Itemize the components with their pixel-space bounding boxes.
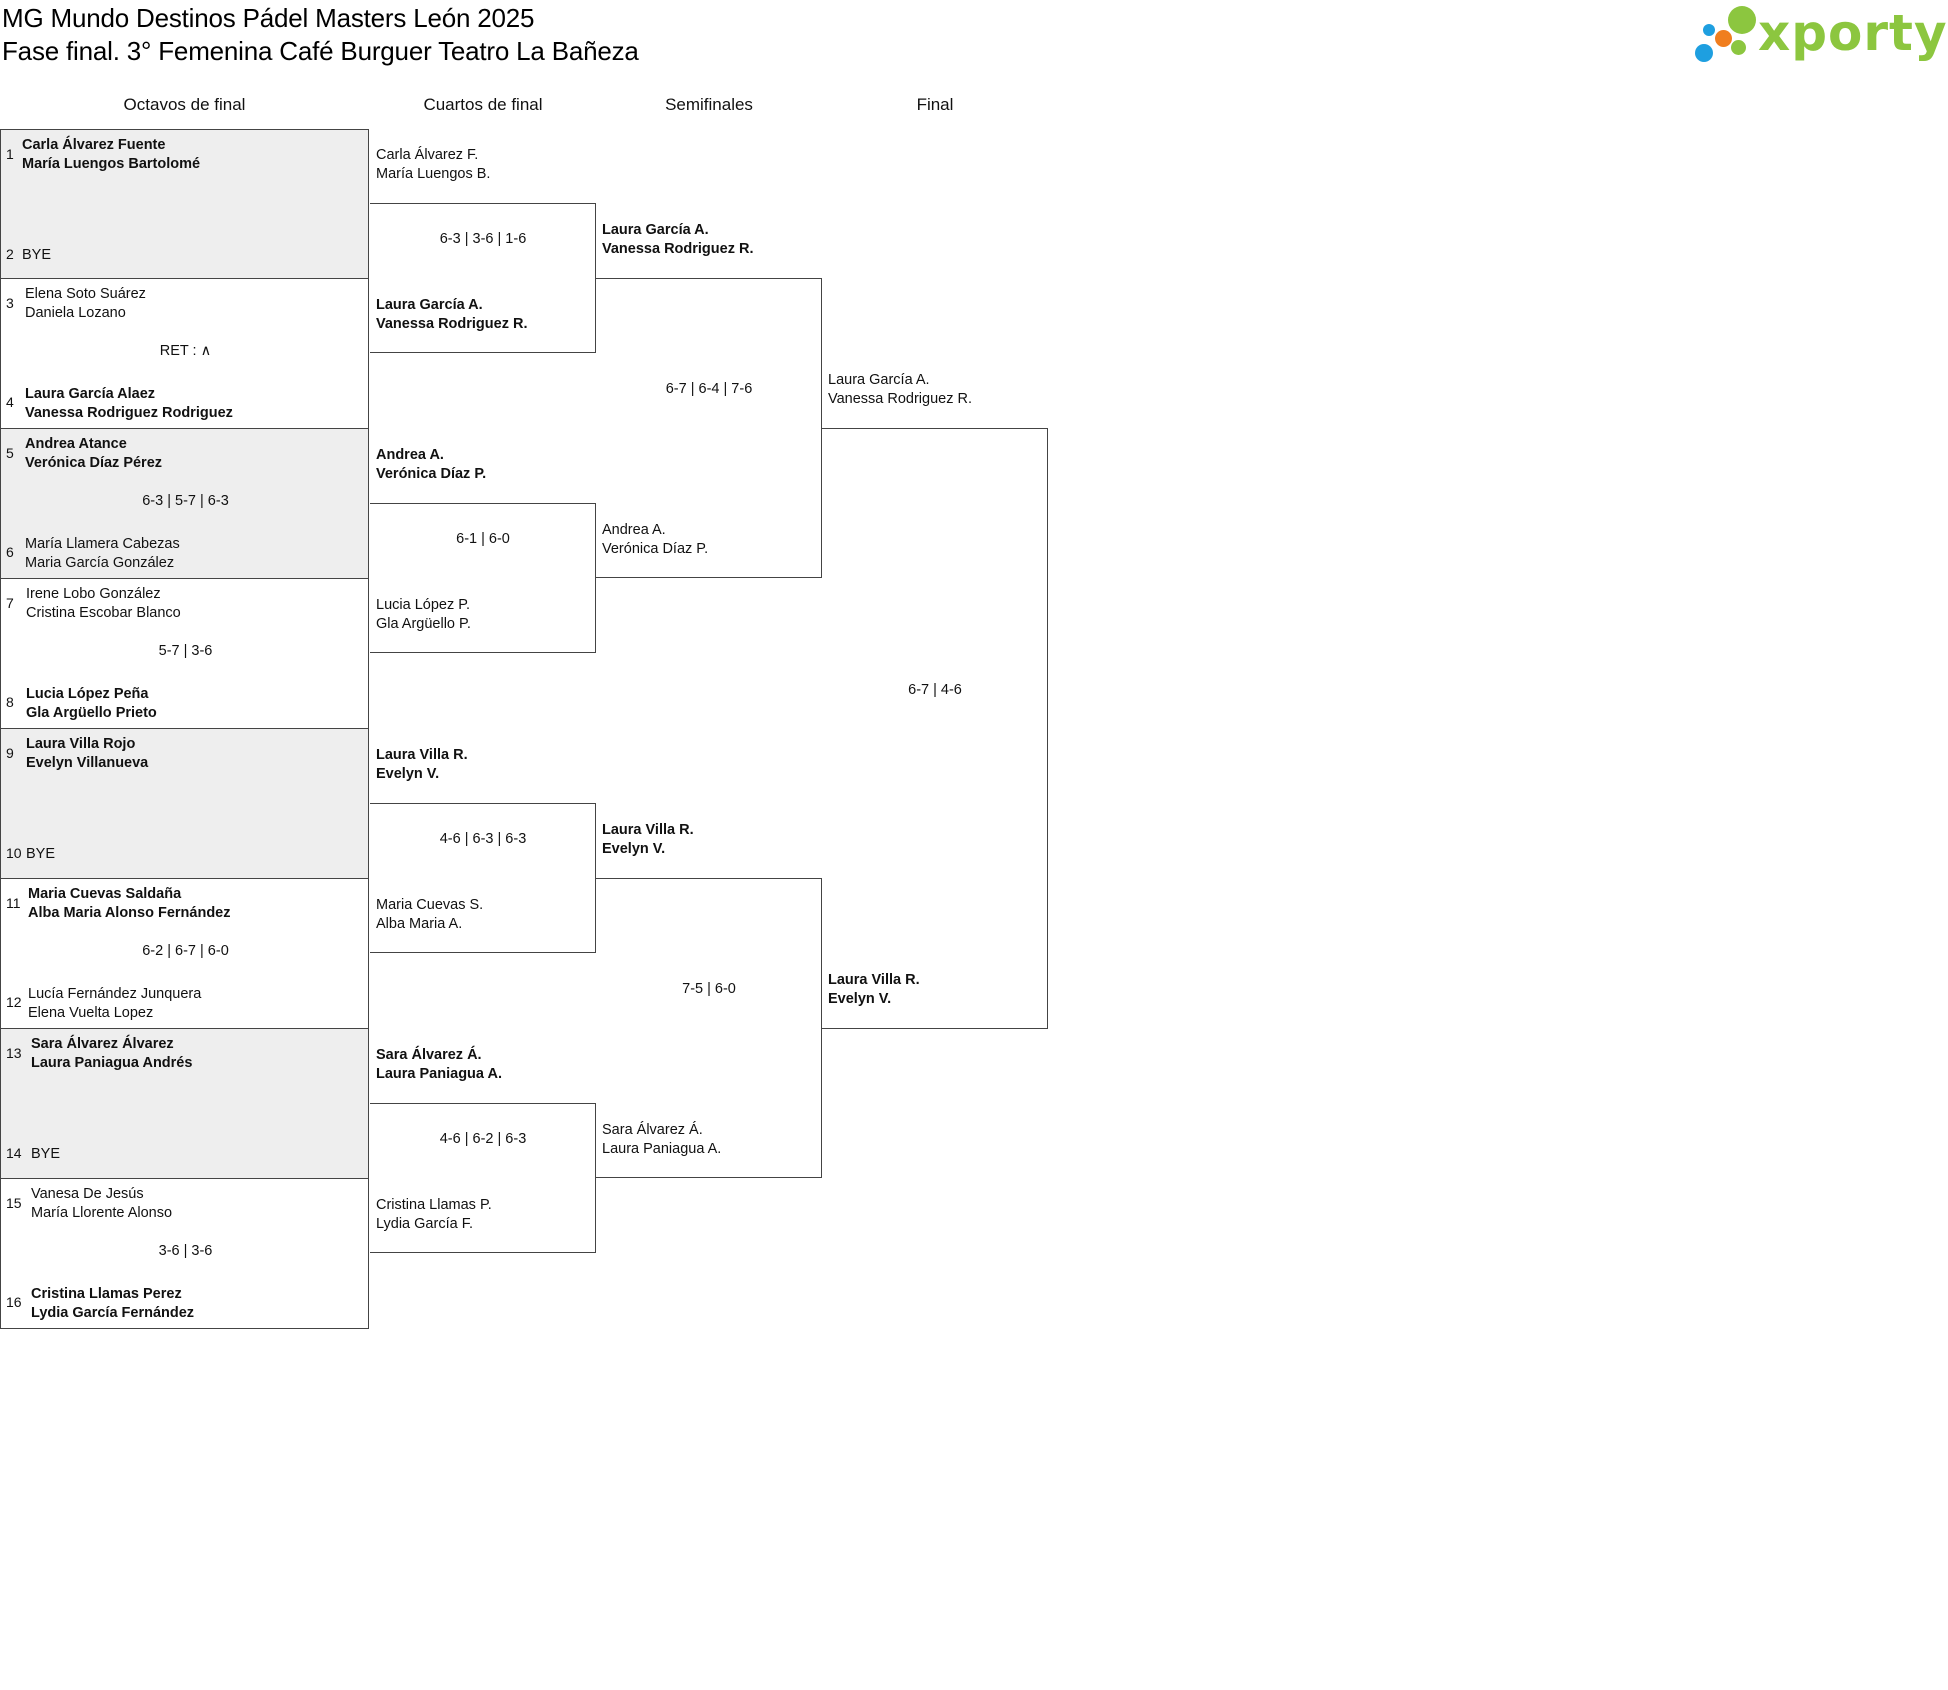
octavos-match: [0, 1179, 369, 1329]
player-name: Vanessa Rodriguez R.: [376, 316, 528, 332]
player-name: Vanessa Rodriguez R.: [602, 241, 754, 257]
octavos-match: [0, 129, 369, 279]
octavos-match: [0, 1029, 369, 1179]
player-name: María Luengos Bartolomé: [22, 156, 201, 172]
seed-number: 9: [6, 745, 14, 761]
team-names: [376, 746, 468, 784]
round-header-semifinales: Semifinales: [665, 95, 753, 114]
player-name: Evelyn V.: [376, 766, 440, 782]
team-names: [602, 521, 708, 559]
player-name: Evelyn V.: [602, 841, 666, 857]
player-name: Sara Álvarez Álvarez: [31, 1036, 174, 1052]
team-names: [26, 735, 148, 773]
seed-number: 5: [6, 445, 14, 461]
player-name: Alba Maria A.: [376, 916, 463, 932]
team-names: [828, 971, 920, 1009]
player-name: Lucia López Peña: [26, 686, 149, 702]
seed-number: 4: [6, 394, 14, 410]
round-header-cuartos: Cuartos de final: [423, 95, 543, 114]
player-name: Evelyn Villanueva: [26, 755, 149, 771]
logo-dot-green-icon: [1728, 6, 1756, 34]
team-names: [28, 985, 201, 1023]
player-name: BYE: [31, 1146, 61, 1162]
seed-number: 11: [6, 895, 21, 911]
tournament-title: MG Mundo Destinos Pádel Masters León 2025: [2, 3, 535, 33]
player-name: Gla Argüello P.: [376, 616, 471, 632]
team-names: [25, 435, 162, 473]
player-name: BYE: [26, 846, 56, 862]
bye-label: [26, 845, 55, 864]
team-names: [602, 821, 694, 859]
player-name: Laura Villa R.: [602, 822, 694, 838]
player-name: Vanessa Rodriguez R.: [828, 391, 973, 407]
octavos-match: [0, 429, 369, 579]
player-name: Cristina Llamas P.: [376, 1197, 492, 1213]
player-name: Laura Villa Rojo: [26, 736, 136, 752]
player-name: Cristina Llamas Perez: [31, 1286, 182, 1302]
match-score: 4-6 | 6-2 | 6-3: [439, 1131, 527, 1147]
player-name: Sara Álvarez Á.: [376, 1047, 482, 1063]
player-name: Laura Paniagua A.: [376, 1066, 502, 1082]
logo-dot-orange-icon: [1715, 30, 1732, 47]
player-name: Carla Álvarez F.: [376, 147, 479, 163]
player-name: Laura Paniagua A.: [602, 1141, 722, 1157]
team-names: [602, 221, 754, 259]
match-score: 6-3 | 3-6 | 1-6: [439, 231, 527, 247]
player-name: Maria Cuevas S.: [376, 897, 484, 913]
player-name: Daniela Lozano: [25, 305, 126, 321]
team-names: [376, 596, 471, 634]
team-names: [31, 1285, 194, 1323]
player-name: Evelyn V.: [828, 991, 892, 1007]
team-names: [25, 285, 146, 323]
bye-label: [22, 246, 51, 265]
team-names: [602, 1121, 721, 1159]
player-name: Maria García González: [25, 555, 175, 571]
octavos-match: [0, 579, 369, 729]
seed-number: 6: [6, 544, 14, 560]
team-names: [31, 1185, 172, 1223]
player-name: Irene Lobo González: [26, 586, 161, 602]
seed-number: 7: [6, 595, 14, 611]
team-names: [376, 896, 483, 934]
seed-number: 1: [6, 146, 14, 162]
logo-dot-blue-icon: [1695, 44, 1713, 62]
round-header-final: Final: [916, 95, 954, 114]
player-name: Laura García A.: [602, 222, 709, 238]
match-score: 6-3 | 5-7 | 6-3: [142, 493, 229, 509]
player-name: Verónica Díaz P.: [376, 466, 487, 482]
player-name: Laura García Alaez: [25, 386, 156, 402]
team-names: [25, 535, 180, 573]
player-name: Carla Álvarez Fuente: [22, 137, 166, 153]
team-names: [22, 136, 200, 174]
player-name: Andrea A.: [376, 447, 444, 463]
seed-number: 13: [6, 1045, 22, 1061]
bye-label: [31, 1145, 60, 1164]
octavos-match: [0, 279, 369, 429]
team-names: [376, 296, 528, 334]
logo-dot-blue-small-icon: [1703, 24, 1715, 36]
player-name: Sara Álvarez Á.: [602, 1122, 703, 1138]
player-name: Laura Paniagua Andrés: [31, 1055, 193, 1071]
octavos-match: [0, 879, 369, 1029]
team-names: [376, 1196, 492, 1234]
match-score: 7-5 | 6-0: [682, 981, 736, 997]
player-name: Gla Argüello Prieto: [26, 705, 157, 721]
octavos-match: [0, 729, 369, 879]
player-name: Andrea Atance: [25, 436, 127, 452]
player-name: Lydia García F.: [376, 1216, 473, 1232]
team-names: [828, 371, 972, 409]
seed-number: 14: [6, 1145, 22, 1161]
match-score: 5-7 | 3-6: [158, 643, 213, 659]
team-names: [25, 385, 233, 423]
player-name: Elena Soto Suárez: [25, 286, 146, 302]
seed-number: 8: [6, 694, 14, 710]
match-score: 6-7 | 4-6: [908, 682, 962, 698]
match-score: 6-7 | 6-4 | 7-6: [665, 381, 753, 397]
player-name: Laura Villa R.: [828, 972, 920, 988]
player-name: Lucía Fernández Junquera: [28, 986, 202, 1002]
match-score: 4-6 | 6-3 | 6-3: [439, 831, 527, 847]
player-name: Laura García A.: [376, 297, 483, 313]
player-name: María Llamera Cabezas: [25, 536, 180, 552]
team-names: [376, 146, 490, 184]
round-header-octavos: Octavos de final: [123, 95, 246, 114]
player-name: María Llorente Alonso: [31, 1205, 173, 1221]
final-match-box: [822, 428, 1048, 1029]
player-name: María Luengos B.: [376, 166, 491, 182]
team-names: [376, 446, 486, 484]
player-name: Vanessa Rodriguez Rodriguez: [25, 405, 233, 421]
player-name: Verónica Díaz P.: [602, 541, 709, 557]
player-name: Cristina Escobar Blanco: [26, 605, 181, 621]
seed-number: 2: [6, 246, 14, 262]
player-name: Vanesa De Jesús: [31, 1186, 144, 1202]
player-name: Andrea A.: [602, 522, 666, 538]
player-name: Laura García A.: [828, 372, 930, 388]
player-name: Lydia García Fernández: [31, 1305, 195, 1321]
seed-number: 15: [6, 1195, 22, 1211]
team-names: [28, 885, 231, 923]
seed-number: 12: [6, 994, 22, 1010]
player-name: BYE: [22, 247, 52, 263]
player-name: Alba Maria Alonso Fernández: [28, 905, 231, 921]
match-score: 6-1 | 6-0: [456, 531, 510, 547]
team-names: [376, 1046, 502, 1084]
match-score: 3-6 | 3-6: [158, 1243, 213, 1259]
team-names: [31, 1035, 192, 1073]
seed-number: 3: [6, 295, 14, 311]
logo-dot-green-small-icon: [1731, 40, 1746, 55]
player-name: Laura Villa R.: [376, 747, 468, 763]
player-name: Lucia López P.: [376, 597, 471, 613]
player-name: Maria Cuevas Saldaña: [28, 886, 182, 902]
category-subtitle: Fase final. 3° Femenina Café Burguer Teatro La Bañeza: [2, 36, 639, 66]
team-names: [26, 685, 157, 723]
seed-number: 10: [6, 845, 22, 861]
player-name: Elena Vuelta Lopez: [28, 1005, 154, 1021]
match-score: 6-2 | 6-7 | 6-0: [142, 943, 229, 959]
xporty-logo: [1695, 4, 1948, 68]
seed-number: 16: [6, 1294, 22, 1310]
player-name: Verónica Díaz Pérez: [25, 455, 163, 471]
team-names: [26, 585, 181, 623]
logo-wordmark: xporty: [1758, 4, 1948, 62]
match-score: RET : ∧: [159, 343, 212, 359]
